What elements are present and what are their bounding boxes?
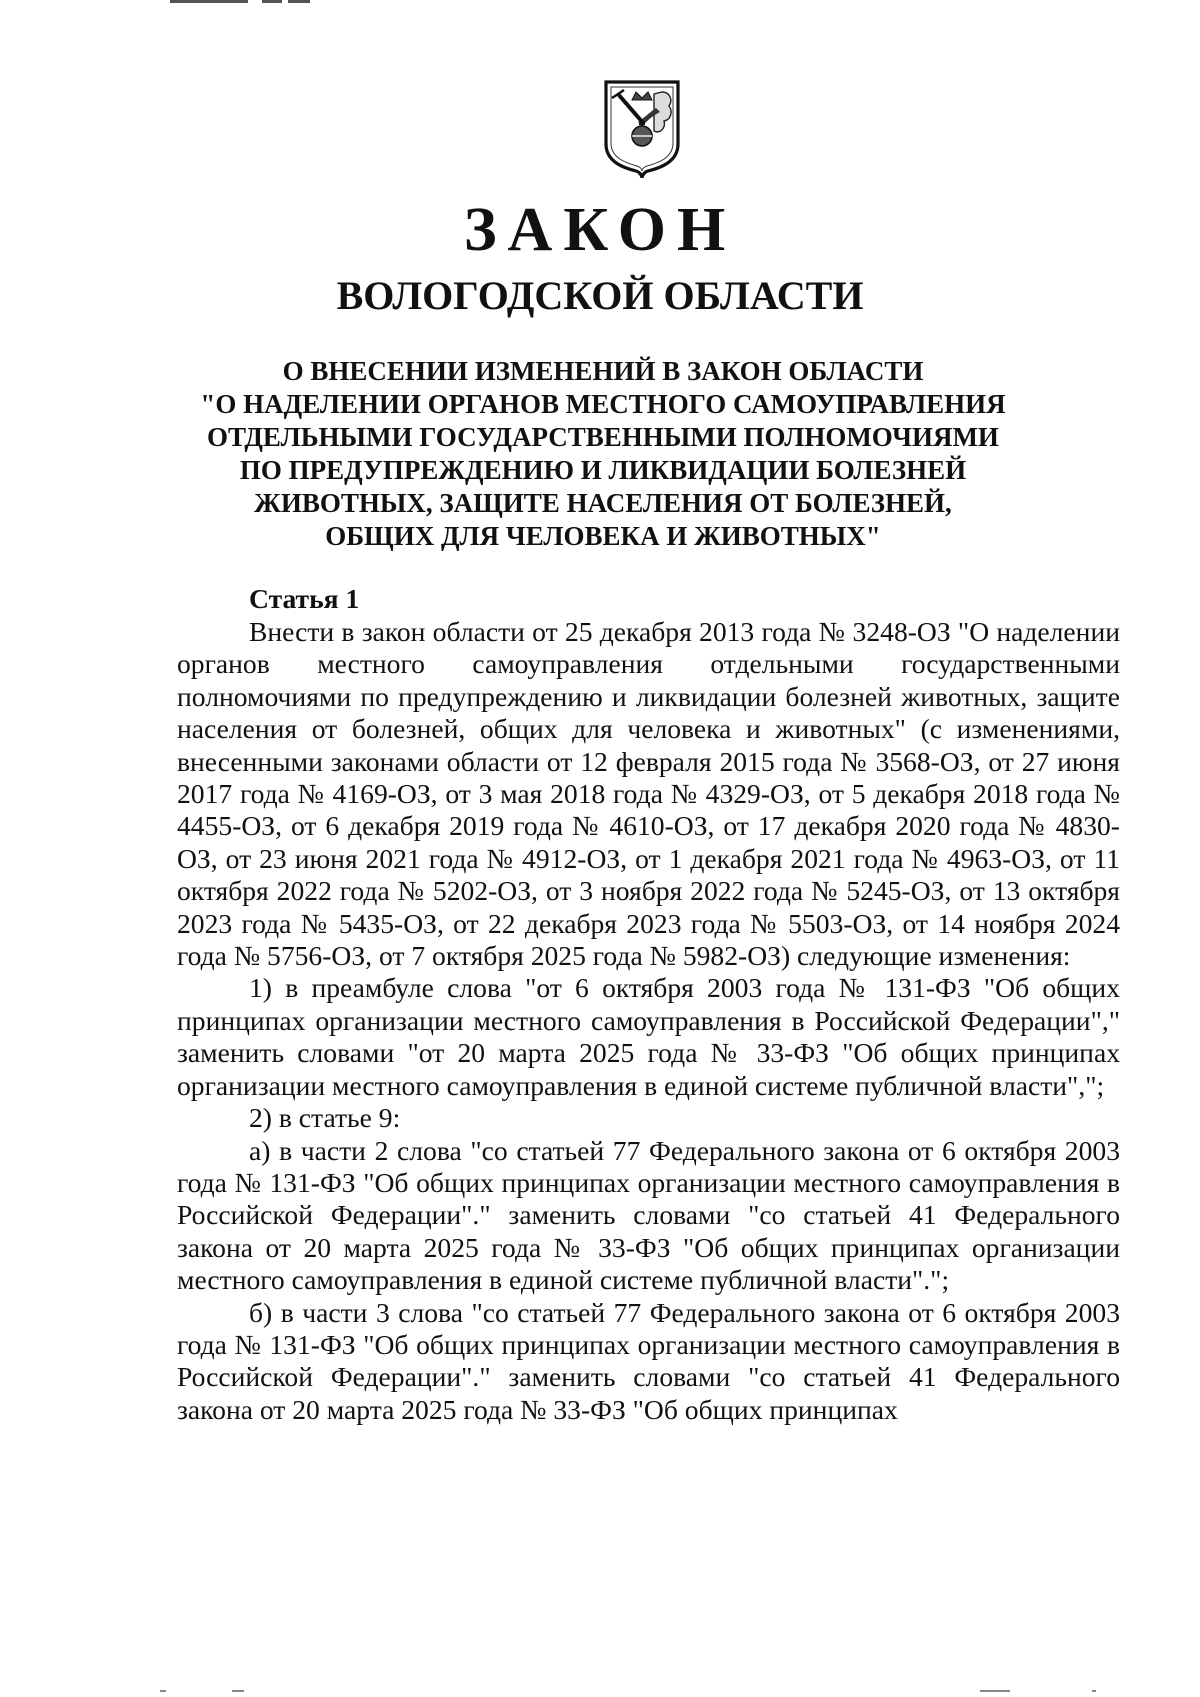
title-line: ОБЩИХ ДЛЯ ЧЕЛОВЕКА И ЖИВОТНЫХ" — [325, 521, 881, 551]
title-line: О ВНЕСЕНИИ ИЗМЕНЕНИЙ В ЗАКОН ОБЛАСТИ — [282, 356, 924, 386]
paragraph: Внести в закон области от 25 декабря 2013 года № 3248-ОЗ "О наделении органов местного самоуправления отдельными государственными полномочиями по предупреждению и ликвидации болезней животных, защите населения от болезней, общих для человека и животных" (с изменениями, внесенными законами области от 12 февраля 2015 года № 3568-ОЗ, от 27 июня 2017 года № 4169-ОЗ, от 3 мая 2018 года № 4329-ОЗ, от 5 декабря 2018 года № 4455-ОЗ, от 6 декабря 2019 года № 4610-ОЗ, от 17 декабря 2020 года № 4830-ОЗ, от 23 июня 2021 года № 4912-ОЗ, от 1 декабря 2021 года № 4963-ОЗ, от 11 октября 2022 года № 5202-ОЗ, от 3 ноября 2022 года № 5245-ОЗ, от 13 октября 2023 года № 5435-ОЗ, от 22 декабря 2023 года № 5503-ОЗ, от 14 ноября 2024 года № 5756-ОЗ, от 7 октября 2025 года № 5982-ОЗ) следующие изменения: — [177, 616, 1120, 972]
article-heading: Статья 1 — [249, 583, 360, 614]
coat-of-arms-icon — [602, 78, 682, 180]
paragraph: б) в части 3 слова "со статьей 77 Федерального закона от 6 октября 2003 года № 131-ФЗ "Об общих принципах организации местного самоуправления в Российской Федерации"." заменить словами "со статьей 41 Федерального закона от 20 марта 2025 года № 33-ФЗ "Об общих принципах — [177, 1296, 1120, 1425]
scan-artifact — [170, 0, 320, 4]
title-line: ЖИВОТНЫХ, ЗАЩИТЕ НАСЕЛЕНИЯ ОТ БОЛЕЗНЕЙ, — [254, 488, 952, 518]
region-subheading: ВОЛОГОДСКОЙ ОБЛАСТИ — [336, 273, 864, 318]
title-line: ПО ПРЕДУПРЕЖДЕНИЮ И ЛИКВИДАЦИИ БОЛЕЗНЕЙ — [239, 455, 967, 485]
law-heading: ЗАКОН — [463, 196, 737, 264]
article-body — [177, 582, 1120, 1426]
title-line: ОТДЕЛЬНЫМИ ГОСУДАРСТВЕННЫМИ ПОЛНОМОЧИЯМИ — [207, 422, 999, 452]
paragraph: а) в части 2 слова "со статьей 77 Федерального закона от 6 октября 2003 года № 131-ФЗ "Об общих принципах организации местного самоуправления в Российской Федерации"." заменить словами "со статьей 41 Федерального закона от 20 марта 2025 года № 33-ФЗ "Об общих принципах организации местного самоуправления в единой системе публичной власти"."; — [177, 1134, 1120, 1296]
paragraph: 2) в статье 9: — [249, 1102, 401, 1134]
paragraph: 1) в преамбуле слова "от 6 октября 2003 года № 131-ФЗ "Об общих принципах организации местного самоуправления в Российской Федерации"," заменить словами "от 20 марта 2025 года № 33-ФЗ "Об общих принципах организации местного самоуправления в единой системе публичной власти","; — [177, 972, 1120, 1101]
scan-artifact — [0, 1680, 1200, 1697]
title-line: "О НАДЕЛЕНИИ ОРГАНОВ МЕСТНОГО САМОУПРАВЛЕНИЯ — [200, 389, 1006, 419]
law-title — [160, 355, 1046, 553]
